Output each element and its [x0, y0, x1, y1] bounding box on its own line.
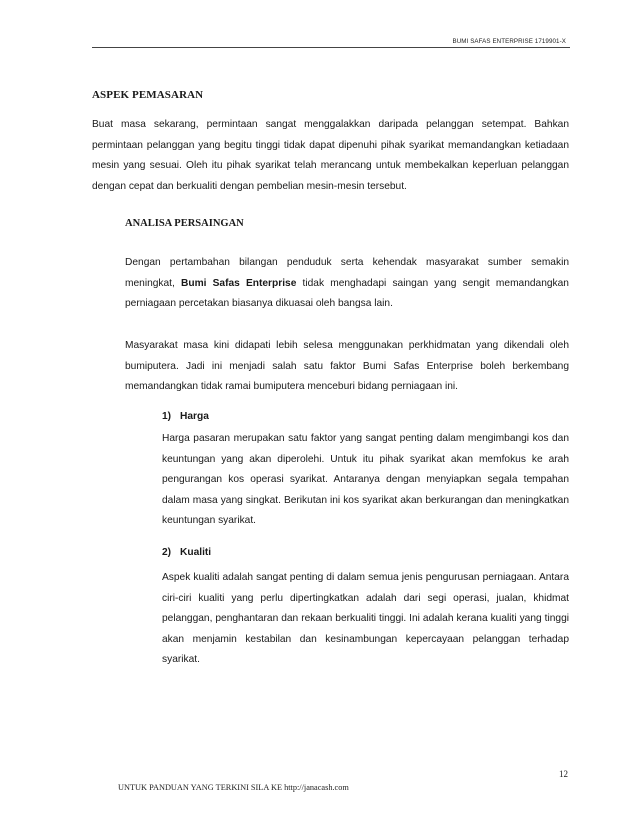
- paragraph-text: Dengan pertambahan bilangan penduduk serta kehendak masyarakat sumber semakin meningkat,: [125, 257, 569, 289]
- footer-text: UNTUK PANDUAN YANG TERKINI SILA KE http://janacash.com: [118, 783, 349, 792]
- list-item-heading-harga: [162, 411, 209, 422]
- page-number: 12: [559, 769, 568, 779]
- list-item-heading-kualiti: [162, 547, 211, 558]
- header-divider: [92, 47, 570, 48]
- subsection-title: ANALISA PERSAINGAN: [125, 218, 244, 229]
- list-item-title: Kualiti: [180, 547, 212, 558]
- company-name-bold: Bumi Safas Enterprise: [181, 277, 297, 289]
- paragraph-text: tidak menghadapi saingan yang sengit memandangkan perniagaan percetakan biasanya dikuasai oleh bangsa lain.: [125, 277, 569, 309]
- running-header: BUMI SAFAS ENTERPRISE 1719901-X: [452, 38, 566, 45]
- competition-paragraph-2: Masyarakat masa kini didapati lebih selesa menggunakan perkhidmatan yang dikendali oleh bumiputera. Jadi ini menjadi salah satu faktor Bumi Safas Enterprise boleh berkembang memandangkan tidak ramai bumiputera menceburi bidang perniagaan ini.: [125, 340, 569, 392]
- list-item-text-kualiti: Aspek kualiti adalah sangat penting di dalam semua jenis pengurusan perniagaan. Antara ciri-ciri kualiti yang perlu dipertingkatkan adalah dari segi operasi, jualan, khidmat pelanggan, penghantaran dan rekaan berkualiti tinggi. Ini adalah kerana kualiti yang tinggi akan menjamin kestabilan dan kesinambungan kepercayaan pelanggan terhadap syarikat.: [162, 572, 569, 665]
- list-item-number: 1): [162, 411, 172, 422]
- section-intro-paragraph: Buat masa sekarang, permintaan sangat menggalakkan daripada pelanggan setempat. Bahkan permintaan pelanggan yang begitu tinggi tidak dapat dipenuhi pihak syarikat memandangkan ketiadaan mesin yang sesuai. Oleh itu pihak syarikat telah merancang untuk membekalkan keperluan pelanggan dengan cepat dan berkualiti dengan pembelian mesin-mesin tersebut.: [92, 119, 569, 192]
- section-title: ASPEK PEMASARAN: [92, 89, 204, 101]
- list-item-text-harga: Harga pasaran merupakan satu faktor yang sangat penting dalam mengimbangi kos dan keuntungan yang akan diperolehi. Untuk itu pihak syarikat akan memfokus ke arah pengurangan kos operasi syarikat. Antaranya dengan menyiapkan segala tempahan dalam masa yang singkat. Berikutan ini kos syarikat akan berkurangan dan meningkatkan keuntungan syarikat.: [162, 433, 569, 526]
- competition-paragraph-1: [125, 253, 569, 315]
- list-item-title: Harga: [180, 411, 209, 422]
- list-item-number: 2): [162, 547, 172, 558]
